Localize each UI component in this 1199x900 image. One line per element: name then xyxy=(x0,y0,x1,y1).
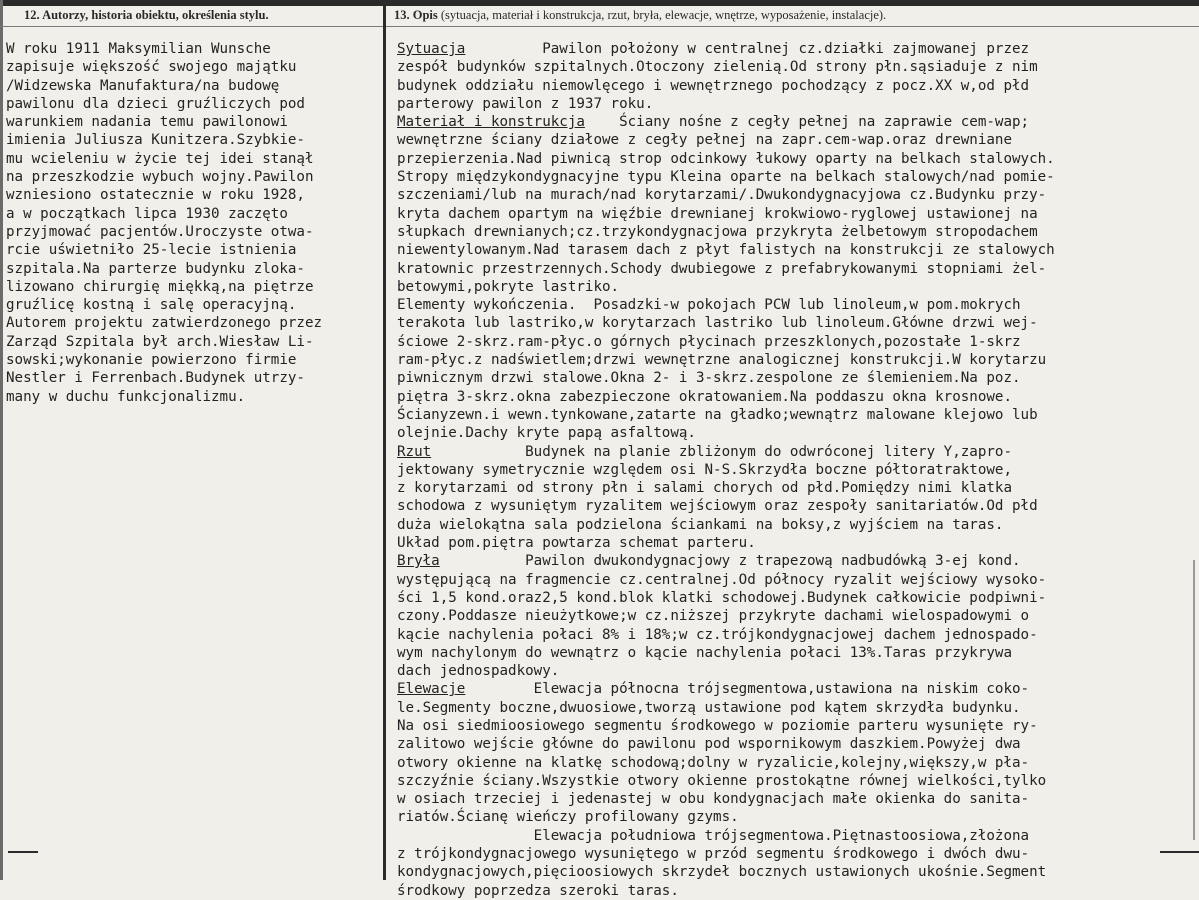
text-line: zapisuje większość swojego majątku xyxy=(6,59,297,76)
line-text: Elewacja północna trójsegmentowa,ustawiona na niskim coko- xyxy=(465,681,1030,698)
text-line: szpitala.Na parterze budynku zloka- xyxy=(6,260,305,277)
text-line: warunkiem nadania temu pawilonowi xyxy=(6,114,288,131)
text-line xyxy=(397,680,1197,698)
line-text: riatów.Ścianę wieńczy profilowany gzyms. xyxy=(397,809,739,826)
line-text: słupkach drewnianych;cz.trzykondygnacjowa przykryta żelbetowym stropodachem xyxy=(397,223,1038,240)
text-line: wzniesiono ostatecznie w roku 1928, xyxy=(6,187,305,204)
text-line: /Widzewska Manufaktura/na budowę xyxy=(6,77,280,94)
text-line: Autorem projektu zatwierdzonego przez xyxy=(6,315,323,332)
line-text: Stropy międzykondygnacyjne typu Kleina oparte na belkach stalowych/nad pomie- xyxy=(397,169,1055,186)
text-line xyxy=(397,479,1197,497)
text-line: mu wcieleniu w życie tej idei stanął xyxy=(6,150,314,167)
line-text: Elewacja południowa trójsegmentowa.Piętnastoosiowa,złożona xyxy=(397,827,1030,844)
line-text: w osiach trzeciej i jedenastej w obu kondygnacjach małe okienka do sanita- xyxy=(397,791,1030,808)
line-text: parterowy pawilon z 1937 roku. xyxy=(397,95,654,112)
text-line xyxy=(397,552,1197,570)
text-line: many w duchu funkcjonalizmu. xyxy=(6,388,246,405)
line-text: kryta dachem opartym na więźbie drewnianej krokwiowo-ryglowej ustawionej na xyxy=(397,205,1038,222)
text-line: a w początkach lipca 1930 zaczęto xyxy=(6,205,288,222)
text-line xyxy=(397,443,1197,461)
text-line xyxy=(397,388,1197,406)
text-line: gruźlicę kostną i salę operacyjną. xyxy=(6,297,297,314)
line-text: dach jednospadkowy. xyxy=(397,663,560,680)
text-line: rcie uświetniło 25-lecie istnienia xyxy=(6,242,297,259)
line-text: olejnie.Dachy kryte papą asfaltową. xyxy=(397,425,696,442)
text-line xyxy=(397,662,1197,680)
text-line xyxy=(397,296,1197,314)
line-text: niewentylowanym.Nad tarasem dach z płyt falistych na konstrukcji ze stalowych xyxy=(397,242,1055,259)
section-13-title: Opis xyxy=(412,8,438,22)
text-line xyxy=(397,333,1197,351)
text-line xyxy=(397,95,1197,113)
line-text: środkowy poprzedza szeroki taras. xyxy=(397,882,679,899)
line-text: piętra 3-skrz.okna zabezpieczone okratowaniem.Na poddaszu okna krosnowe. xyxy=(397,388,1012,405)
authors-history-text xyxy=(6,40,382,406)
left-border xyxy=(0,0,3,880)
line-text: zespół budynków szpitalnych.Otoczony zielenią.Od strony płn.sąsiaduje z nim xyxy=(397,59,1038,76)
text-line xyxy=(397,113,1197,131)
text-line xyxy=(397,717,1197,735)
text-line xyxy=(397,369,1197,387)
text-line: Nestler i Ferrenbach.Budynek utrzy- xyxy=(6,370,305,387)
line-text: ści 1,5 kond.oraz2,5 kond.blok klatki schodowej.Budynek całkowicie podpiwni- xyxy=(397,589,1047,606)
text-line xyxy=(397,40,1197,58)
line-text: wewnętrzne ściany działowe z cegły pełnej na zapr.cem-wap.oraz drewniane xyxy=(397,132,1012,149)
line-text: wym nachylonym do wewnątrz o kącie nachylenia połaci 13%.Taras przykrywa xyxy=(397,644,1012,661)
line-text: ściowe 2-skrz.ram-płyc.o górnych płycinach przeszklonych,pozostałe 1-skrz xyxy=(397,333,1021,350)
text-line xyxy=(397,699,1197,717)
line-text: le.Segmenty boczne,dwuosiowe,tworzą ustawione pod kątem skrzydła budynku. xyxy=(397,699,1021,716)
text-line xyxy=(397,790,1197,808)
section-13-number: 13. xyxy=(394,8,410,22)
top-border xyxy=(0,0,1199,6)
section-13-subtitle: (sytuacja, materiał i konstrukcja, rzut, bryła, elewacje, wnętrze, wyposażenie, instalacje). xyxy=(440,8,887,22)
line-text: ram-płyc.z nadświetlem;drzwi wewnętrzne analogicznej konstrukcji.W korytarzu xyxy=(397,352,1047,369)
text-line: pawilonu dla dzieci gruźliczych pod xyxy=(6,95,305,112)
text-line xyxy=(397,735,1197,753)
line-text: Elementy wykończenia. Posadzki-w pokojach PCW lub linoleum,w pom.mokrych xyxy=(397,297,1021,314)
text-line xyxy=(397,772,1197,790)
text-line xyxy=(397,150,1197,168)
text-line xyxy=(397,205,1197,223)
column-divider xyxy=(383,0,386,880)
text-line: przyjmować pacjentów.Uroczyste otwa- xyxy=(6,223,314,240)
line-text: kratownic przestrzennych.Schody dwubiegowe z prefabrykowanymi stopniami żel- xyxy=(397,260,1047,277)
line-text: z korytarzami od strony płn i salami chorych od płd.Pomiędzy nimi klatka xyxy=(397,480,1012,497)
line-text: piwnicznym drzwi stalowe.Okna 2- i 3-skrz.zespolone ze ślemieniem.Na poz. xyxy=(397,370,1021,387)
section-heading: Sytuacja xyxy=(397,41,466,57)
line-text: Na osi siedmioosiowego segmentu środkowego w poziomie parteru wysunięte ry- xyxy=(397,717,1038,734)
description-text xyxy=(397,40,1197,900)
text-line xyxy=(397,845,1197,863)
text-line xyxy=(397,223,1197,241)
text-line xyxy=(397,808,1197,826)
text-line xyxy=(397,754,1197,772)
text-line xyxy=(397,131,1197,149)
text-line xyxy=(397,863,1197,881)
line-text: jektowany symetrycznie względem osi N-S.Skrzydła boczne półtoratraktowe, xyxy=(397,461,1012,478)
text-line xyxy=(397,534,1197,552)
line-text: zalitowo wejście główne do pawilonu pod wspornikowym daszkiem.Powyżej dwa xyxy=(397,736,1021,753)
line-text: Pawilon położony w centralnej cz.działki zajmowanej przez xyxy=(465,41,1030,57)
section-12-title: Autorzy, historia obiektu, określenia stylu. xyxy=(42,8,269,22)
text-line xyxy=(397,406,1197,424)
text-line xyxy=(397,497,1197,515)
text-line xyxy=(397,77,1197,95)
section-heading: Materiał i konstrukcja xyxy=(397,114,585,131)
text-line xyxy=(397,351,1197,369)
text-line: W roku 1911 Maksymilian Wunsche xyxy=(6,41,271,57)
text-line: lizowano chirurgię miękką,na piętrze xyxy=(6,278,314,295)
section-12-header xyxy=(24,8,269,23)
text-line xyxy=(397,644,1197,662)
line-text: Pawilon dwukondygnacjowy z trapezową nadbudówką 3-ej kond. xyxy=(439,553,1021,570)
text-line xyxy=(397,516,1197,534)
text-line xyxy=(397,461,1197,479)
text-line xyxy=(397,186,1197,204)
line-text: otwory okienne na klatkę schodową;dolny w ryzalicie,kolejny,większy,w pła- xyxy=(397,754,1030,771)
text-line xyxy=(397,589,1197,607)
text-line xyxy=(397,571,1197,589)
text-line xyxy=(397,882,1197,900)
text-line xyxy=(397,58,1197,76)
bottom-mark-left xyxy=(8,851,38,853)
text-line xyxy=(397,626,1197,644)
text-line: na przeszkodzie wybuch wojny.Pawilon xyxy=(6,169,314,186)
text-line xyxy=(397,607,1197,625)
text-line xyxy=(397,278,1197,296)
line-text: budynek oddziału niemowlęcego i wewnętrznego pochodzący z pocz.XX w,od płd xyxy=(397,77,1030,94)
line-text: Ściany nośne z cegły pełnej na zaprawie cem-wap; xyxy=(584,114,1030,131)
line-text: szczyźnie ściany.Wszystkie otwory okienne prostokątne równej wielkości,tylko xyxy=(397,772,1047,789)
line-text: szczeniami/lub na murach/nad korytarzami/.Dwukondygnacyjowa cz.Budynku przy- xyxy=(397,187,1047,204)
line-text: Budynek na planie zbliżonym do odwróconej litery Y,zapro- xyxy=(431,443,1013,460)
text-line xyxy=(397,260,1197,278)
section-13-header xyxy=(394,8,886,23)
text-line: sowski;wykonanie powierzono firmie xyxy=(6,352,297,369)
line-text: występującą na fragmencie cz.centralnej.Od północy ryzalit wejściowy wysoko- xyxy=(397,571,1047,588)
line-text: kondygnacjowych,pięcioosiowych skrzydeł bocznych ustawionych ukośnie.Segment xyxy=(397,864,1047,881)
line-text: terakota lub lastriko,w korytarzach lastriko lub linoleum.Główne drzwi wej- xyxy=(397,315,1038,332)
text-line xyxy=(397,314,1197,332)
text-line: imienia Juliusza Kunitzera.Szybkie- xyxy=(6,132,305,149)
section-heading: Bryła xyxy=(397,553,440,570)
text-line xyxy=(397,168,1197,186)
line-text: czony.Poddasze nieużytkowe;w cz.niższej przykryte dachami wielospadowymi o xyxy=(397,608,1030,625)
line-text: schodowa z wysuniętym ryzalitem wejściowym oraz zespoły sanitariatów.Od płd xyxy=(397,498,1038,515)
line-text: duża wielokątna sala podzielona ściankami na boksy,z wyjściem na taras. xyxy=(397,516,1004,533)
text-line xyxy=(397,241,1197,259)
text-line xyxy=(397,827,1197,845)
line-text: kącie nachylenia połaci 8% i 18%;w cz.trójkondygnacjowej dachem jednospado- xyxy=(397,626,1038,643)
section-heading: Elewacje xyxy=(397,681,466,698)
text-line: Zarząd Szpitala był arch.Wiesław Li- xyxy=(6,333,314,350)
header-rule xyxy=(0,26,1199,27)
line-text: przepierzenia.Nad piwnicą strop odcinkowy łukowy oparty na belkach stalowych. xyxy=(397,150,1055,167)
line-text: z trójkondygnacjowego wysuniętego w przód segmentu środkowego i dwóch dwu- xyxy=(397,846,1030,863)
line-text: Ścianyzewn.i wewn.tynkowane,zatarte na gładko;wewnątrz malowane klejowo lub xyxy=(397,406,1038,423)
line-text: betowymi,pokryte lastriko. xyxy=(397,278,620,295)
section-12-number: 12. xyxy=(24,8,40,22)
section-heading: Rzut xyxy=(397,443,432,460)
text-line xyxy=(397,424,1197,442)
line-text: Układ pom.piętra powtarza schemat parteru. xyxy=(397,535,756,552)
